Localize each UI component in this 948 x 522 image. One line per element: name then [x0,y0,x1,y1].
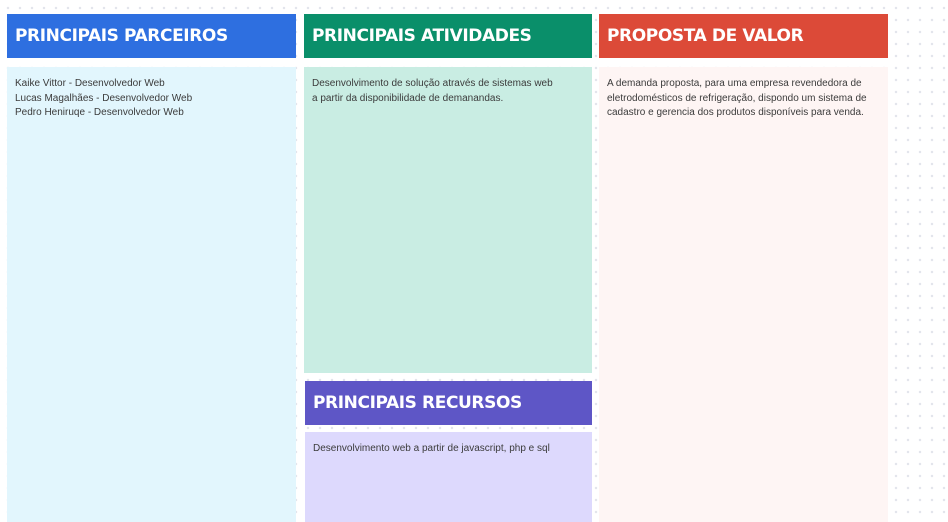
value-proposition-note[interactable] [599,67,888,522]
value-proposition-header[interactable] [599,14,888,58]
partners-title: PRINCIPAIS PARCEIROS [15,26,228,46]
activities-title: PRINCIPAIS ATIVIDADES [312,26,532,46]
value-proposition-text: A demanda proposta, para uma empresa revendedora de eletrodomésticos de refrigeração, dispondo um sistema de cadastro e gerencia dos produtos disponíveis para venda. [607,78,867,118]
value-proposition-title: PROPOSTA DE VALOR [607,26,804,46]
partner-item: Kaike Vittor - Desenvolvedor Web [15,78,165,89]
activities-text-line: a partir da disponibilidade de demanandas. [312,92,504,104]
partners-header[interactable] [7,14,296,58]
resources-note[interactable] [305,432,592,522]
partner-item: Pedro Heniruqe - Desenvolvedor Web [15,107,184,118]
partner-item: Lucas Magalhães - Desenvolvedor Web [15,92,193,104]
resources-title: PRINCIPAIS RECURSOS [313,393,522,413]
resources-header[interactable] [305,381,592,425]
activities-text-line: Desenvolvimento de solução através de sistemas web [312,78,553,89]
resources-text: Desenvolvimento web a partir de javascript, php e sql [313,443,550,454]
activities-note[interactable] [304,67,592,373]
partners-note[interactable] [7,67,296,522]
activities-header[interactable] [304,14,592,58]
